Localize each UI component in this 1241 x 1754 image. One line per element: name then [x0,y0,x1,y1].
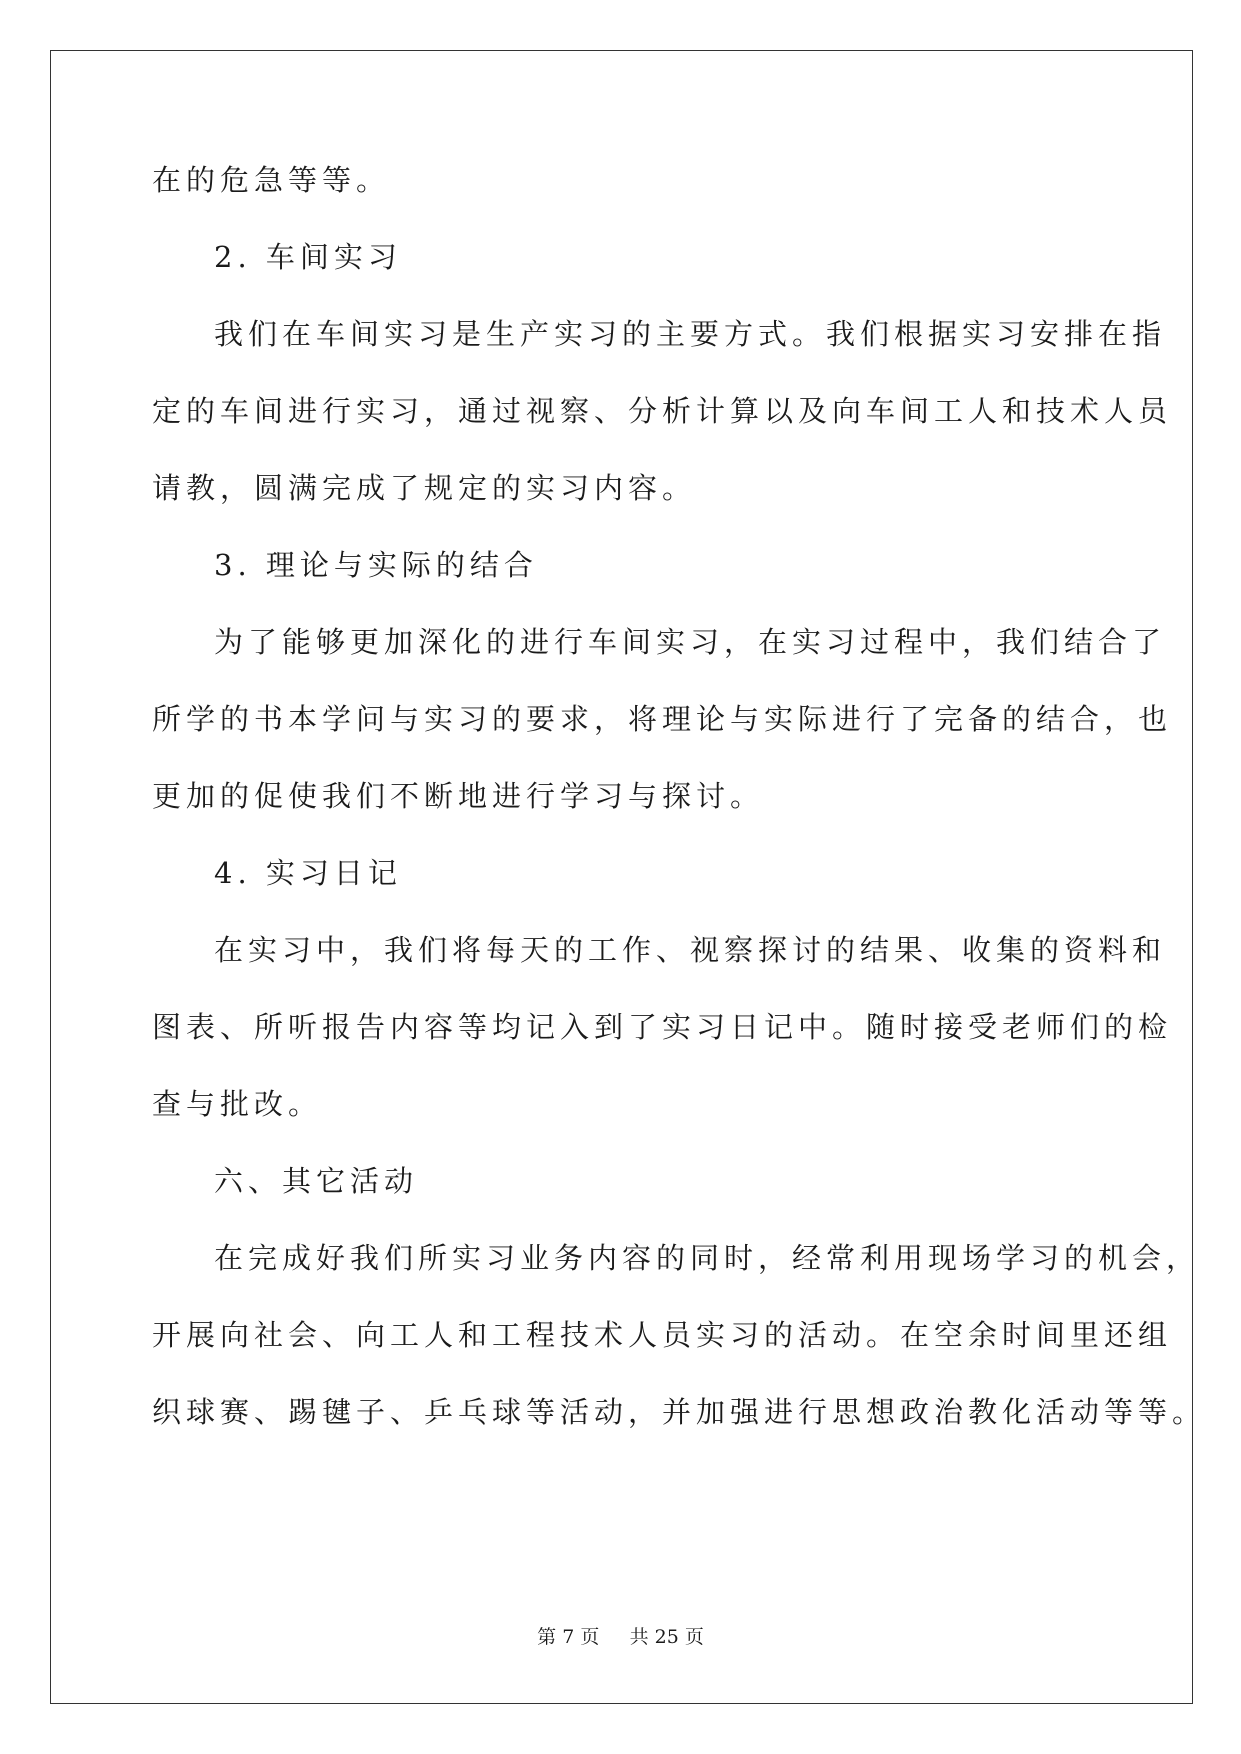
section-heading-theory: 3. 理论与实际的结合 [214,548,538,582]
paragraph-line: 为了能够更加深化的进行车间实习，在实习过程中，我们结合了 [214,625,1167,659]
section-heading-other-activities: 六、其它活动 [214,1164,419,1198]
section-heading-diary: 4. 实习日记 [214,856,402,890]
paragraph-line: 织球赛、踢毽子、乒乓球等活动，并加强进行思想政治教化活动等等。 [152,1395,1207,1429]
paragraph-line: 在实习中，我们将每天的工作、视察探讨的结果、收集的资料和 [214,933,1167,967]
paragraph-line: 定的车间进行实习，通过视察、分析计算以及向车间工人和技术人员 [152,394,1173,428]
paragraph-line: 图表、所听报告内容等均记入到了实习日记中。随时接受老师们的检 [152,1010,1173,1044]
paragraph-line: 我们在车间实习是生产实习的主要方式。我们根据实习安排在指 [214,317,1167,351]
paragraph-line: 开展向社会、向工人和工程技术人员实习的活动。在空余时间里还组 [152,1318,1173,1352]
footer-spacer [605,1626,623,1648]
paragraph-line: 所学的书本学问与实习的要求，将理论与实际进行了完备的结合，也 [152,702,1173,736]
page-number-current: 第 7 页 [537,1626,600,1648]
paragraph-line: 更加的促使我们不断地进行学习与探讨。 [152,779,765,813]
section-heading-workshop: 2. 车间实习 [214,240,402,274]
paragraph-line: 在完成好我们所实习业务内容的同时，经常利用现场学习的机会， [214,1241,1201,1275]
page-footer [0,1622,1241,1649]
paragraph-line: 请教，圆满完成了规定的实习内容。 [152,471,697,505]
paragraph-line: 查与批改。 [152,1087,323,1121]
page-number-total: 共 25 页 [629,1626,704,1648]
paragraph-continuation: 在的危急等等。 [152,163,391,197]
